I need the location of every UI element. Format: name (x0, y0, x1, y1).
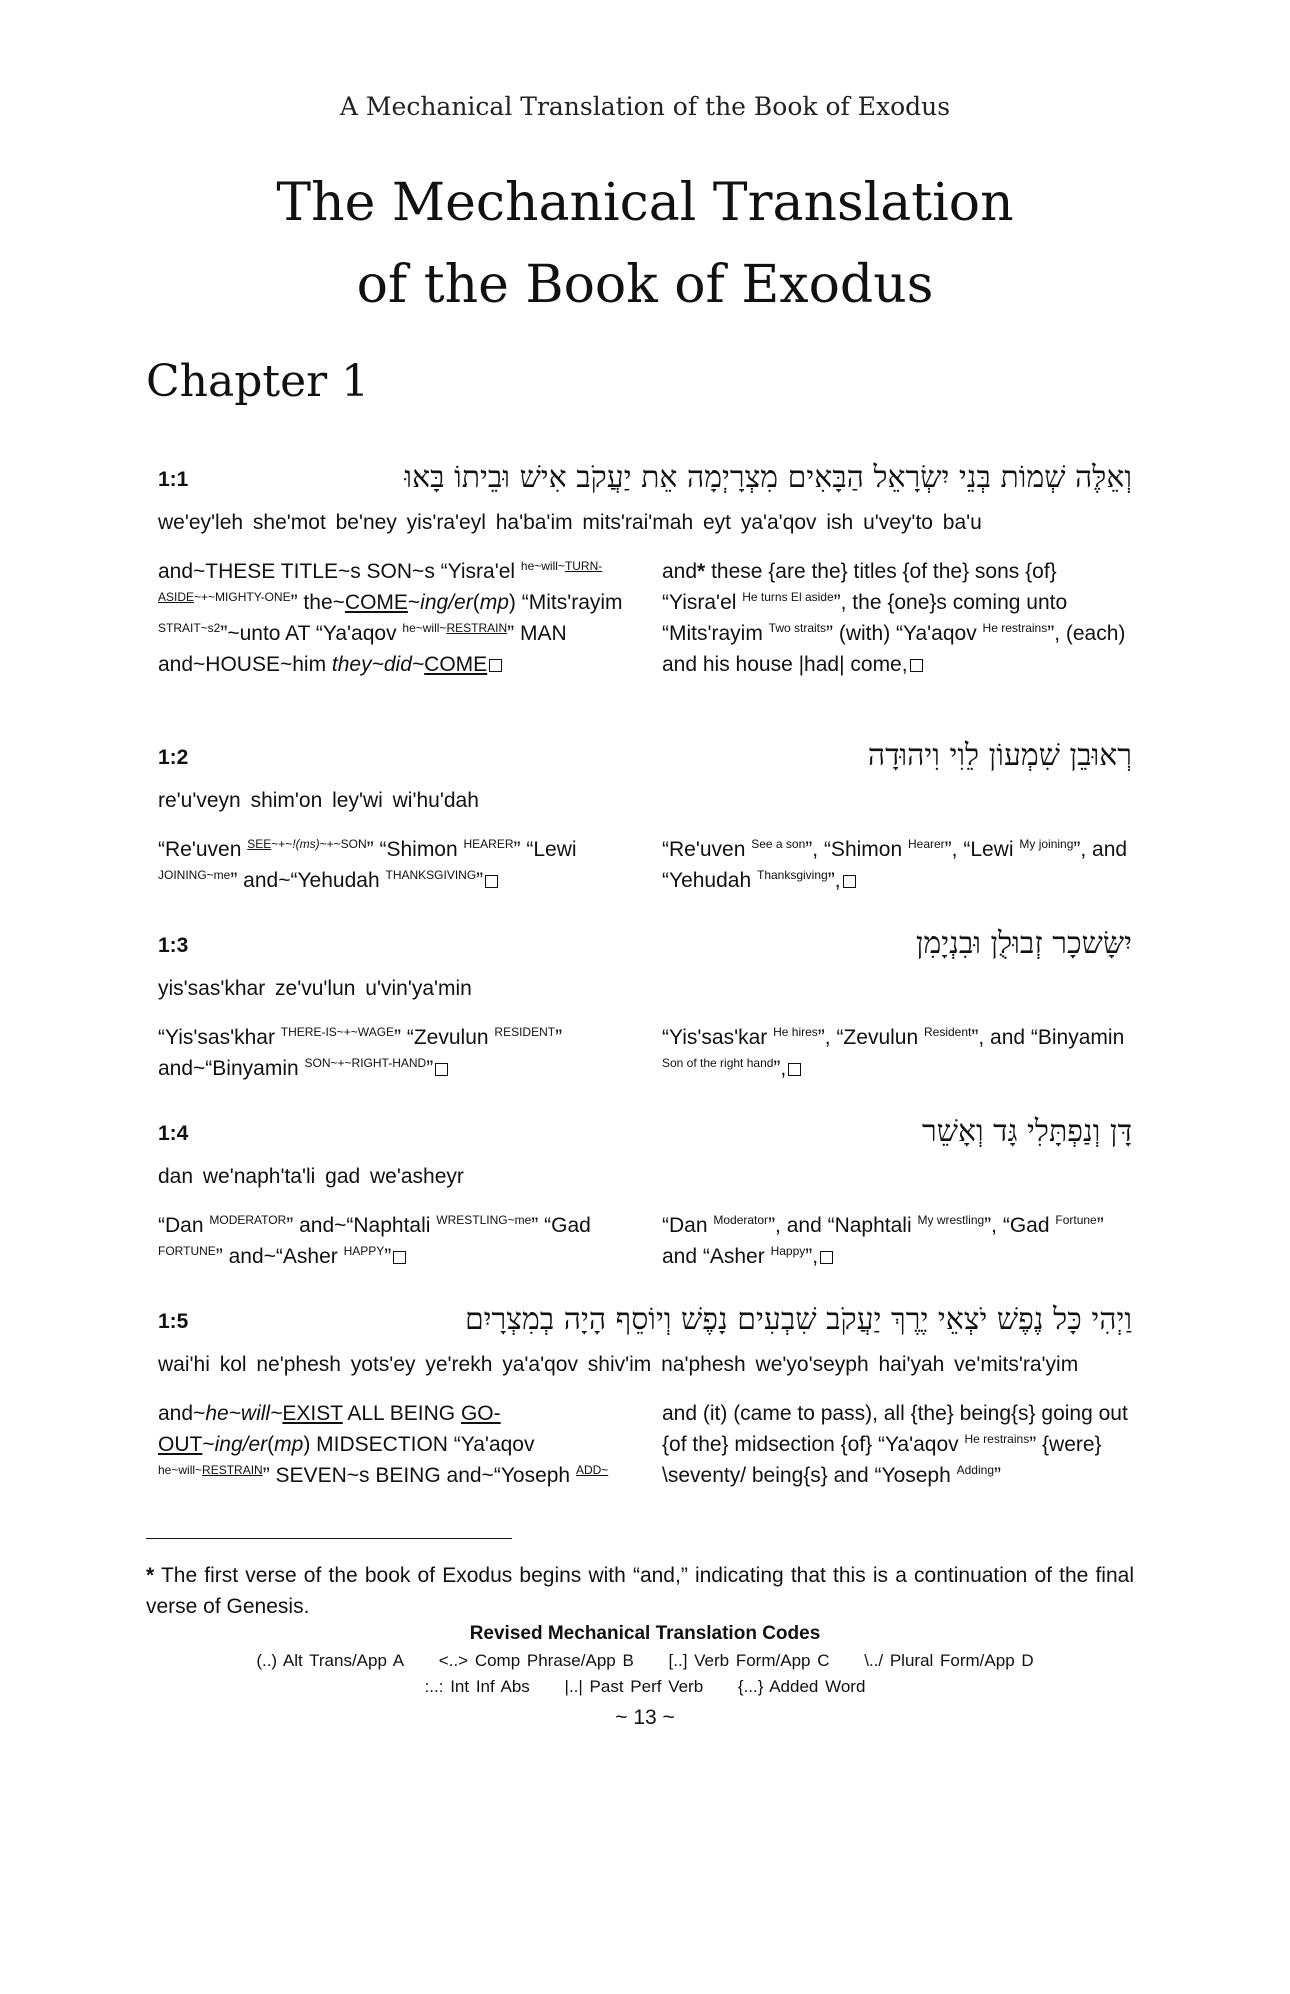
code-int-inf-abs: :..: Int Inf Abs (424, 1677, 530, 1696)
codes-row-2 (0, 1677, 1290, 1697)
verse-end-box-icon (489, 659, 502, 672)
verse-1-1 (158, 460, 1132, 680)
verse-hebrew: וַיְהִי כָּל נֶפֶשׁ יֹצְאֵי יֶרֶךְ יַעֲקֹב שִׁבְעִים נָפֶשׁ וְיוֹסֵף הָיָה בְמִצְרָיִם (464, 1302, 1132, 1337)
verse-transliteration: yis'sas'khar ze'vu'lun u'vin'ya'min (158, 977, 472, 1000)
running-head: A Mechanical Translation of the Book of Exodus (339, 92, 951, 121)
book-title-line-2: of the Book of Exodus (356, 255, 934, 315)
revised-translation: and* these {are the} titles {of the} sons {of} “Yisra'el $^{He turns El aside}$”, the {one}s coming unto “Mits'rayim $^{Two straits}$” (with) “Ya'aqov $^{He restrains}$”, (each) and his house |had| come, (662, 560, 1126, 676)
code-alt-trans: (..) Alt Trans/App A (256, 1651, 405, 1670)
verse-1-2 (158, 738, 1132, 896)
verse-end-box-icon (910, 659, 923, 672)
verse-hebrew: דָּן וְנַפְתָּלִי גָּד וְאָשֵׁר (921, 1114, 1132, 1149)
verse-end-box-icon (435, 1063, 448, 1076)
verse-number: 1:4 (158, 1122, 189, 1145)
verse-1-3 (158, 926, 1132, 1084)
verse-number: 1:5 (158, 1310, 189, 1333)
verse-end-box-icon (843, 875, 856, 888)
revised-translation: “Re'uven $^{See a son}$”, “Shimon $^{Hearer}$”, “Lewi $^{My joining}$”, and “Yehudah $^{Thanksgiving}$”, (662, 837, 1128, 892)
verse-1-5 (158, 1302, 1132, 1491)
mechanical-translation: “Dan $^{MODERATOR}$” and~“Naphtali $^{WRESTLING\sim me}$” “Gad $^{FORTUNE}$” and~“Asher $^{HAPPY}$” (158, 1213, 591, 1268)
book-title-line-1: The Mechanical Translation (276, 173, 1014, 233)
codes-row-1 (0, 1651, 1290, 1671)
verse-end-box-icon (820, 1251, 833, 1264)
code-verb-form: [..] Verb Form/App C (668, 1651, 830, 1670)
revised-translation: and (it) (came to pass), all {the} being{s} going out {of the} midsection {of} “Ya'aqov $^{He restrains}$” {were} \seventy/ being{s} and “Yoseph $^{Adding}$” (662, 1402, 1128, 1487)
verse-transliteration: re'u'veyn shim'on ley'wi wi'hu'dah (158, 789, 479, 812)
verse-hebrew: רְאוּבֵן שִׁמְעוֹן לֵוִי וִיהוּדָה (867, 738, 1132, 773)
verse-number: 1:3 (158, 934, 189, 957)
chapter-heading: Chapter 1 (146, 356, 370, 407)
mechanical-translation: and~THESE TITLE~s SON~s “Yisra'el $^{he\sim will\sim TURN-ASIDE\sim+\sim MIGHTY-ONE}$” the~COME~ing/er(mp) “Mits'rayim $^{STRAIT\sim s2}$”~unto AT “Ya'aqov $^{he\sim will\sim RESTRAIN}$” MAN and~HOUSE~him they~did~COME (158, 559, 623, 676)
verse-transliteration: wai'hi kol ne'phesh yots'ey ye'rekh ya'a'qov shiv'im na'phesh we'yo'seyph hai'yah ve'mits'ra'yim (158, 1353, 1079, 1376)
revised-translation: “Yis'sas'kar $^{He hires}$”, “Zevulun $^{Resident}$”, and “Binyamin $^{Son of the right hand}$”, (662, 1025, 1125, 1080)
code-added-word: {...} Added Word (737, 1677, 866, 1696)
footnote (146, 1560, 1134, 1622)
verse-end-box-icon (485, 875, 498, 888)
revised-translation: “Dan $^{Moderator}$”, and “Naphtali $^{My wrestling}$”, “Gad $^{Fortune}$” and “Asher $^{Happy}$”, (662, 1213, 1104, 1268)
mechanical-translation: “Yis'sas'khar $^{THERE-IS\sim+\sim WAGE}$” “Zevulun $^{RESIDENT}$” and~“Binyamin $^{SON\sim+\sim RIGHT-HAND}$” (158, 1025, 563, 1080)
verse-transliteration: we'ey'leh she'mot be'ney yis'ra'eyl ha'ba'im mits'rai'mah eyt ya'a'qov ish u'vey'to ba'u (158, 511, 982, 534)
code-plural-form: \../ Plural Form/App D (864, 1651, 1034, 1670)
footnote-divider (146, 1538, 512, 1539)
codes-title: Revised Mechanical Translation Codes (469, 1623, 821, 1644)
book-title (0, 162, 1290, 326)
page-number: ~ 13 ~ (615, 1706, 675, 1729)
footnote-marker: * (146, 1564, 155, 1587)
verse-transliteration: dan we'naph'ta'li gad we'asheyr (158, 1165, 464, 1188)
mechanical-translation: and~he~will~EXIST ALL BEING GO-OUT~ing/er(mp) MIDSECTION “Ya'aqov $^{he\sim will\sim RESTRAIN}$” SEVEN~s BEING and~“Yoseph $^{ADD\sim}$ (158, 1402, 609, 1487)
verse-hebrew: יִשָּׂשכָר זְבוּלֻן וּבִנְיָמִן (915, 926, 1132, 961)
verse-number: 1:1 (158, 468, 189, 491)
verse-hebrew: וְאֵלֶּה שְׁמוֹת בְּנֵי יִשְׂרָאֵל הַבָּאִים מִצְרָיְמָה אֵת יַעֲקֹב אִישׁ וּבֵיתוֹ בָּאוּ (404, 460, 1132, 495)
verse-end-box-icon (788, 1063, 801, 1076)
mechanical-translation: “Re'uven $^{SEE\sim+\sim!(ms)\sim+\sim SON}$” “Shimon $^{HEARER}$” “Lewi $^{JOINING\sim me}$” and~“Yehudah $^{THANKSGIVING}$” (158, 837, 577, 892)
verse-end-box-icon (393, 1251, 406, 1264)
code-comp-phrase: <..> Comp Phrase/App B (438, 1651, 634, 1670)
footnote-text: The first verse of the book of Exodus begins with “and,” indicating that this is a continuation of the final verse of Genesis. (146, 1564, 1134, 1618)
code-past-perf-verb: |..| Past Perf Verb (564, 1677, 704, 1696)
verse-number: 1:2 (158, 746, 189, 769)
verse-1-4 (158, 1114, 1132, 1272)
